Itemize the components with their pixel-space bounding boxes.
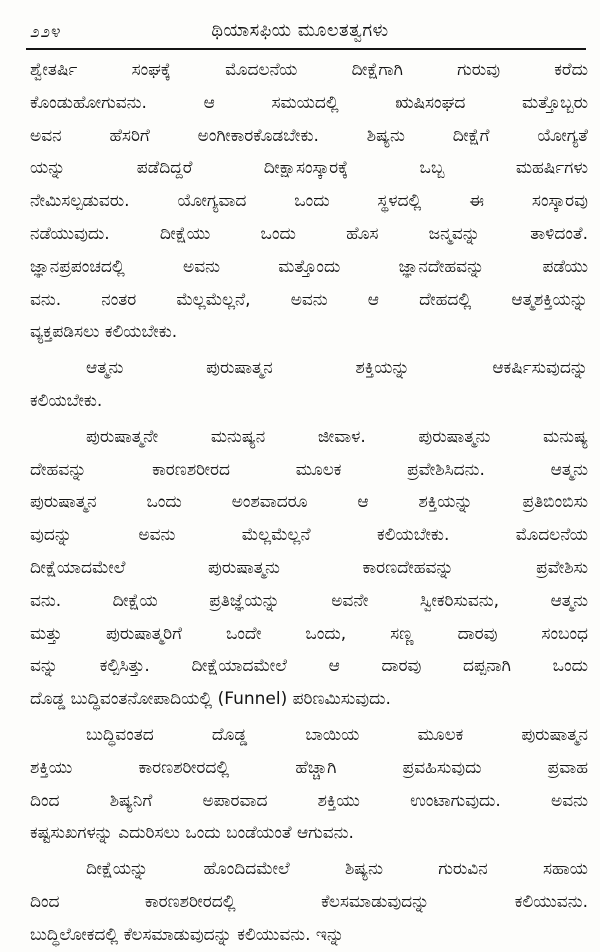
page-number: ೨೨೪	[30, 22, 62, 42]
text-line: ಕೊಂಡುಹೋಗುವನು. ಆ ಸಮಯದಲ್ಲಿ ಋಷಿಸಂಘದ ಮತ್ತೊಬ್ಬರು	[30, 92, 588, 113]
text-line: ದೀಕ್ಷೆಯಾದಮೇಲೆ ಪುರುಷಾತ್ಮನು ಕಾರಣದೇಹವನ್ನು ಪ್ರವೇಶಿಸು	[30, 557, 588, 578]
text-line: ಯನ್ನು ಪಡೆದಿದ್ದರೆ ದೀಕ್ಷಾಸಂಸ್ಕಾರಕ್ಕೆ ಒಬ್ಬ ಮಹರ್ಷಿಗಳು	[30, 158, 588, 179]
text-line: ಅವನ ಹೆಸರಿಗೆ ಅಂಗೀಕಾರಕೊಡಬೇಕು. ಶಿಷ್ಯನು ದೀಕ್ಷೆಗೆ ಯೋಗ್ಯತೆ	[30, 125, 588, 146]
text-line: ಪುರುಷಾತ್ಮನ ಒಂದು ಅಂಶವಾದರೂ ಆ ಶಕ್ತಿಯನ್ನು ಪ್ರತಿಬಿಂಬಿಸು	[30, 492, 588, 513]
text-line: ನಡೆಯುವುದು. ದೀಕ್ಷೆಯು ಒಂದು ಹೊಸ ಜನ್ಮವನ್ನು ತಾಳಿದಂತೆ.	[30, 223, 588, 244]
text-line: ದೀಕ್ಷೆಯನ್ನು ಹೊಂದಿದಮೇಲೆ ಶಿಷ್ಯನು ಗುರುವಿನ ಸಹಾಯ	[86, 859, 588, 880]
text-line: ವುದನ್ನು ಅವನು ಮೆಲ್ಲಮೆಲ್ಲನೆ ಕಲಿಯಬೇಕು. ಮೊದಲನೆಯ	[30, 525, 588, 546]
running-title: ಥಿಯಾಸಫಿಯ ಮೂಲತತ್ವಗಳು	[211, 20, 389, 41]
text-line: ವ್ಯಕ್ತಪಡಿಸಲು ಕಲಿಯಬೇಕು.	[30, 322, 178, 343]
page-header	[0, 0, 600, 48]
text-line: ಮತ್ತು ಪುರುಷಾತ್ಮರಿಗೆ ಒಂದೇ ಒಂದು, ಸಣ್ಣ ದಾರವು ಸಂಬಂಧ	[30, 623, 588, 644]
text-line: ಬುದ್ಧಿವಂತದ ದೊಡ್ಡ ಬಾಯಿಯ ಮೂಲಕ ಪುರುಷಾತ್ಮನ	[86, 724, 588, 745]
text-line: ಆತ್ಮನು ಪುರುಷಾತ್ಮನ ಶಕ್ತಿಯನ್ನು ಆಕರ್ಷಿಸುವುದನ್ನು	[86, 358, 588, 379]
text-line: ದಿಂದ ಕಾರಣಶರೀರದಲ್ಲಿ ಕೆಲಸಮಾಡುವುದನ್ನು ಕಲಿಯುವನು.	[30, 891, 588, 912]
text-line: ಜ್ಞಾನಪ್ರಪಂಚದಲ್ಲಿ ಅವನು ಮತ್ತೊಂದು ಜ್ಞಾನದೇಹವನ್ನು ಪಡೆಯು	[30, 256, 588, 277]
body-text	[30, 54, 588, 952]
text-line: ಶಕ್ತಿಯು ಕಾರಣಶರೀರದಲ್ಲಿ ಹೆಚ್ಚಾಗಿ ಪ್ರವಹಿಸುವುದು ಪ್ರವಾಹ	[30, 757, 588, 778]
text-line: ಬುದ್ಧಿಲೋಕದಲ್ಲಿ ಕೆಲಸಮಾಡುವುದನ್ನು ಕಲಿಯುವನು. ಇನ್ನು	[30, 924, 345, 945]
text-line: ವನ್ನು ಕಲ್ಪಿಸಿತ್ತು. ದೀಕ್ಷೆಯಾದಮೇಲೆ ಆ ದಾರವು ದಪ್ಪನಾಗಿ ಒಂದು	[30, 656, 588, 677]
text-line: ಶ್ವೇತರ್ಷಿ ಸಂಘಕ್ಕೆ ಮೊದಲನೆಯ ದೀಕ್ಷೆಗಾಗಿ ಗುರುವು ಕರೆದು	[30, 60, 588, 80]
text-line: ಕಷ್ಟಸುಖಗಳನ್ನು ಎದುರಿಸಲು ಒಂದು ಬಂಡೆಯಂತೆ ಆಗುವನು.	[30, 823, 354, 844]
text-line: ದಿಂದ ಶಿಷ್ಯನಿಗೆ ಅಪಾರವಾದ ಶಕ್ತಿಯು ಉಂಟಾಗುವುದು. ಅವನು	[30, 790, 588, 811]
text-line: ಪುರುಷಾತ್ಮನೇ ಮನುಷ್ಯನ ಜೀವಾಳ. ಪುರುಷಾತ್ಮನು ಮನುಷ್ಯ	[86, 426, 588, 447]
text-line: ದೊಡ್ಡ ಬುದ್ಧಿವಂತನೋಪಾದಿಯಲ್ಲಿ (Funnel) ಪರಿಣಮಿಸುವುದು.	[30, 689, 391, 710]
text-line: ವನು. ದೀಕ್ಷೆಯ ಪ್ರತಿಜ್ಞೆಯನ್ನು ಅವನೇ ಸ್ವೀಕರಿಸುವನು, ಆತ್ಮನು	[30, 590, 588, 611]
text-line: ದೇಹವನ್ನು ಕಾರಣಶರೀರದ ಮೂಲಕ ಪ್ರವೇಶಿಸಿದನು. ಆತ್ಮನು	[30, 459, 588, 480]
text-line: ಕಲಿಯಬೇಕು.	[30, 390, 103, 411]
text-line: ವನು. ನಂತರ ಮೆಲ್ಲಮೆಲ್ಲನೆ, ಅವನು ಆ ದೇಹದಲ್ಲಿ ಆತ್ಮಶಕ್ತಿಯನ್ನು	[30, 289, 588, 310]
text-line: ನೇಮಿಸಲ್ಪಡುವರು. ಯೋಗ್ಯವಾದ ಒಂದು ಸ್ಥಳದಲ್ಲಿ ಈ ಸಂಸ್ಕಾರವು	[30, 191, 588, 212]
header-rule	[26, 48, 586, 50]
